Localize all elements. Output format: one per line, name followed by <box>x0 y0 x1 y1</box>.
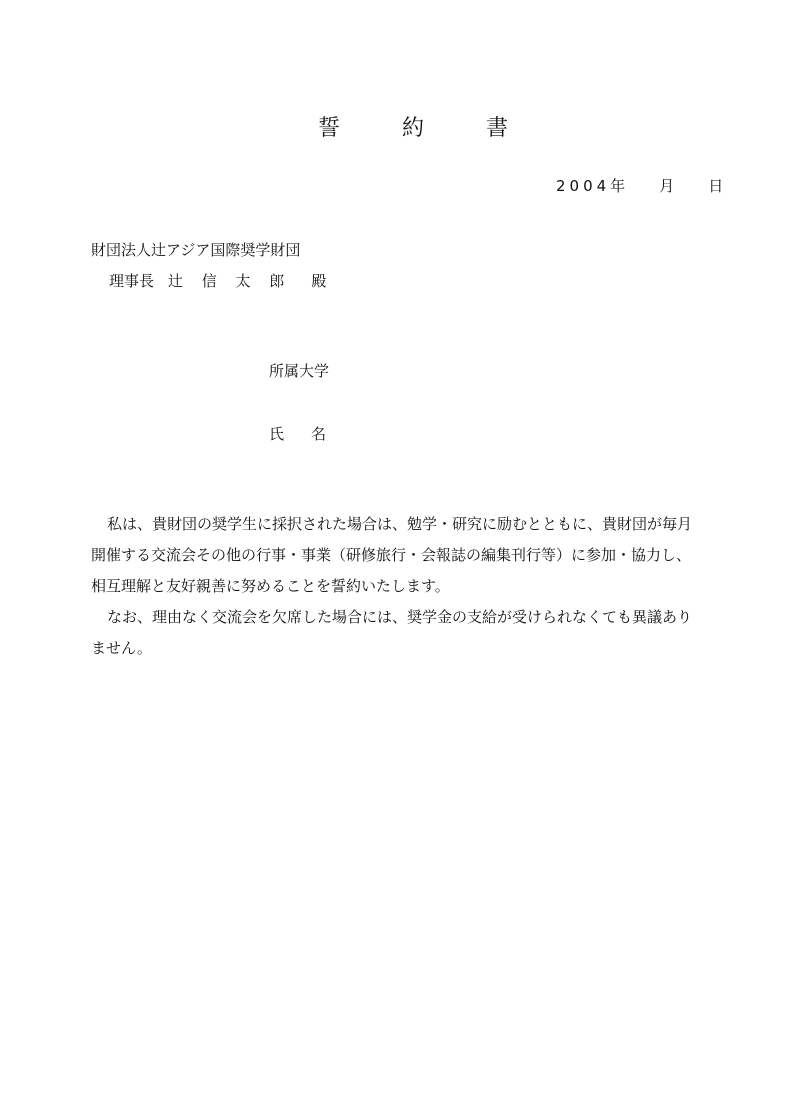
addressee-name: 辻 信 太 郎 <box>168 272 292 290</box>
document-title <box>318 111 508 142</box>
body-line-5: ません。 <box>91 639 152 657</box>
addressee-honorific: 殿 <box>311 272 327 290</box>
body-line-2: 開催する交流会その他の行事・事業（研修旅行・会報誌の編集刊行等）に参加・協力し、 <box>91 546 692 564</box>
date-day: 日 <box>708 177 724 195</box>
addressee-line <box>109 270 326 291</box>
pledge-body <box>91 509 731 664</box>
date-month: 月 <box>659 177 675 195</box>
date-year: 2004年 <box>556 177 630 195</box>
title-char-2: 約 <box>401 116 424 141</box>
body-line-3: 相互理解と友好親善に努めることを誓約いたします。 <box>91 577 450 595</box>
title-char-1: 誓 <box>318 116 341 141</box>
body-line-1: 私は、貴財団の奨学生に採択された場合は、勉学・研究に励むとともに、貴財団が毎月 <box>107 515 693 533</box>
body-line-4: なお、理由なく交流会を欠席した場合には、奨学金の支給が受けられなくても異議あり <box>107 608 693 626</box>
affiliation-label: 所属大学 <box>269 362 330 380</box>
addressee-position: 理事長 <box>109 272 155 290</box>
addressee-organization: 財団法人辻アジア国際奨学財団 <box>91 241 301 259</box>
name-label-part-1: 氏 <box>269 425 285 443</box>
title-char-3: 書 <box>485 116 508 141</box>
name-label <box>269 423 326 444</box>
name-label-part-2: 名 <box>311 425 327 443</box>
date-line <box>556 175 723 196</box>
